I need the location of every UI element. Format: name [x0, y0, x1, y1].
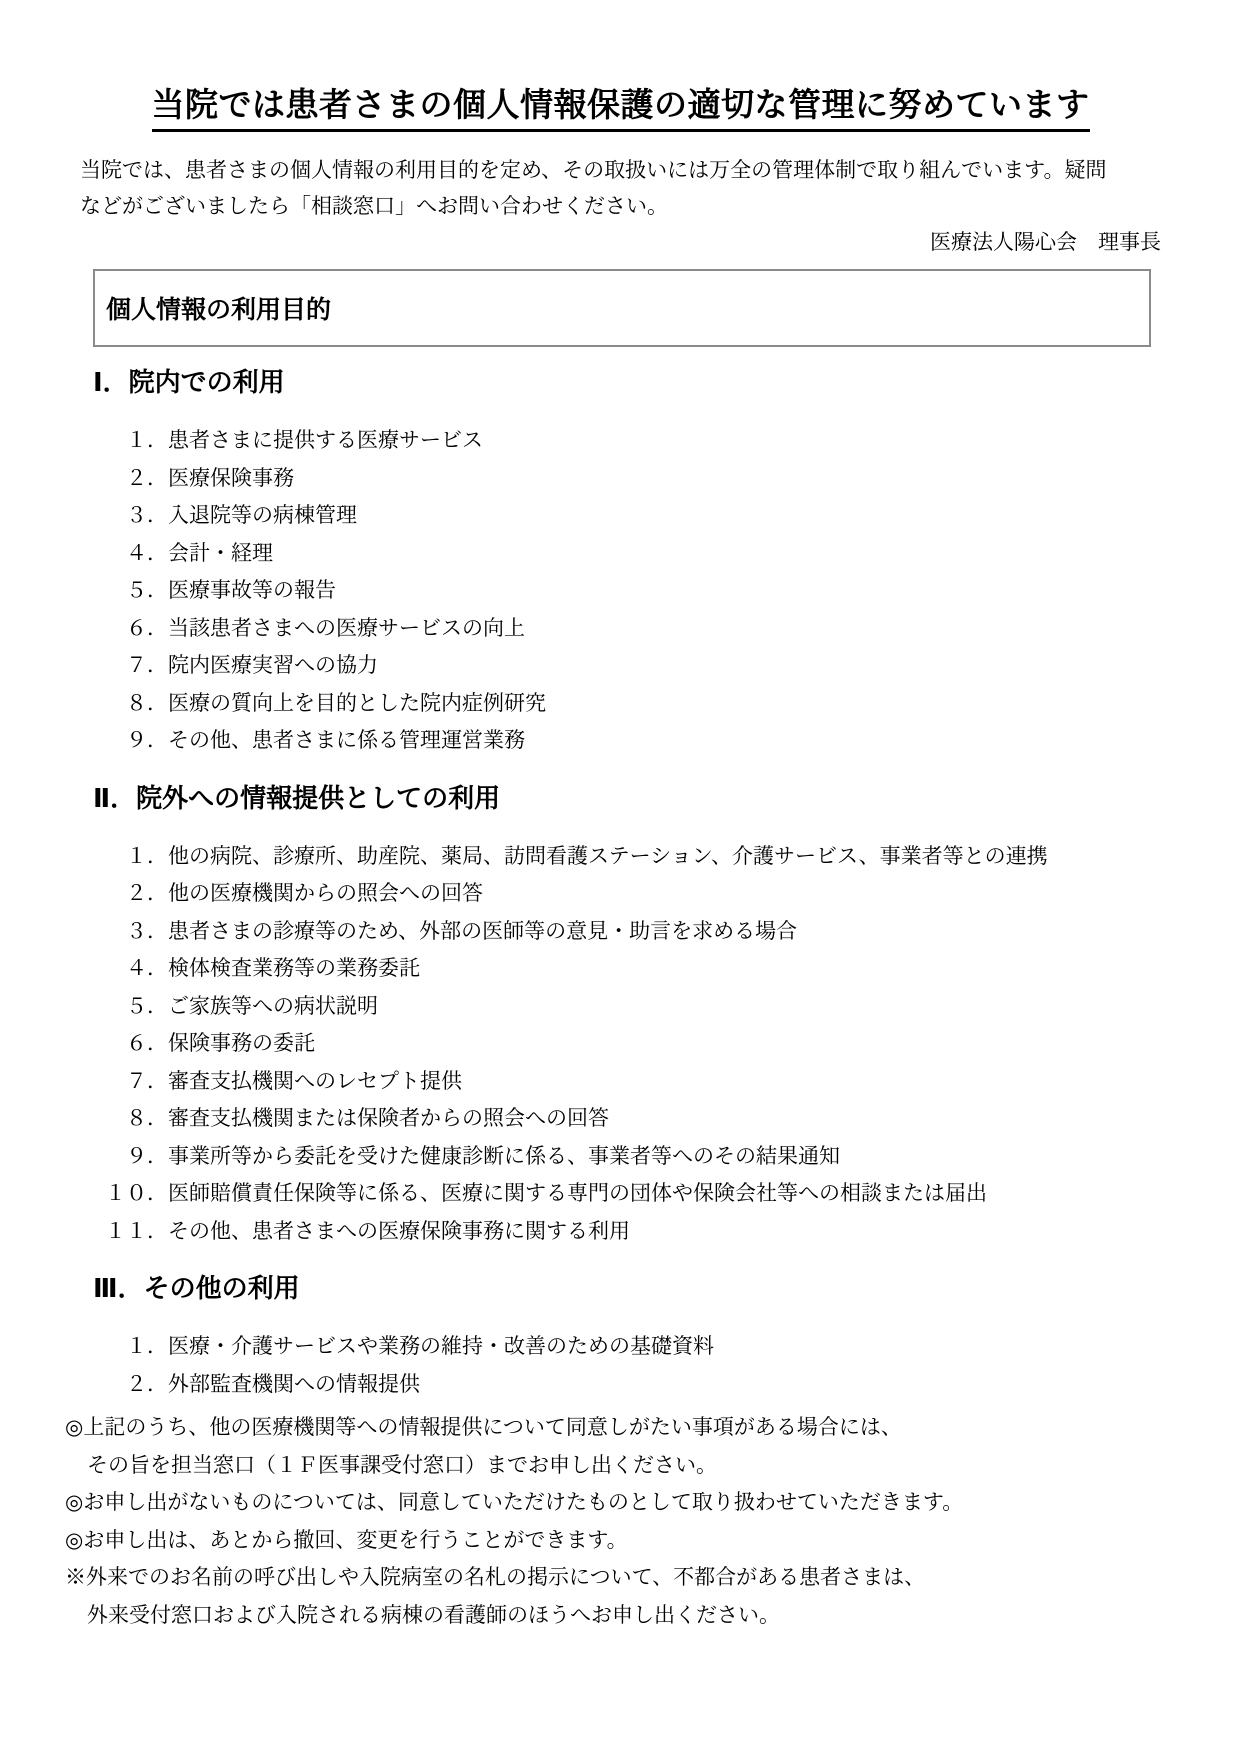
intro-paragraph — [80, 152, 1161, 224]
note-line: ※外来でのお名前の呼び出しや入院病室の名札の掲示について、不都合がある患者さまは、 — [65, 1565, 926, 1590]
item-number: １０． — [105, 1181, 168, 1206]
item-text: 医師賠償責任保険等に係る、医療に関する専門の団体や保険会社等への相談または届出 — [168, 1181, 987, 1206]
item-number: ３． — [126, 503, 168, 528]
list-item — [80, 1138, 1161, 1176]
section-heading-2: Ⅱ．院外への情報提供としての利用 — [93, 783, 501, 814]
item-text: 検体検査業務等の業務委託 — [168, 956, 420, 981]
item-text: その他、患者さまへの医療保険事務に関する利用 — [168, 1218, 630, 1243]
note-line: 外来受付窓口および入院される病棟の看護師のほうへお申し出ください。 — [87, 1602, 780, 1627]
list-item — [80, 572, 1161, 610]
item-text: 院内医療実習への協力 — [168, 653, 378, 678]
item-number: ９． — [126, 1143, 168, 1168]
list-item — [80, 535, 1161, 573]
item-number: ５． — [126, 578, 168, 603]
item-number: ２． — [126, 1371, 168, 1396]
items-list-3 — [80, 1328, 1161, 1403]
list-item — [80, 1025, 1161, 1063]
note-line: ◎お申し出は、あとから撤回、変更を行うことができます。 — [65, 1527, 628, 1552]
item-text: 患者さまの診療等のため、外部の医師等の意見・助言を求める場合 — [168, 918, 798, 943]
item-number: ５． — [126, 993, 168, 1018]
item-number: ７． — [126, 1068, 168, 1093]
purpose-box — [93, 269, 1151, 347]
list-item — [80, 950, 1161, 988]
list-item — [80, 610, 1161, 648]
list-item — [80, 1100, 1161, 1138]
item-text: 医療事故等の報告 — [168, 578, 336, 603]
list-item — [80, 685, 1161, 723]
item-number: ２． — [126, 881, 168, 906]
section-heading-3: Ⅲ．その他の利用 — [93, 1274, 300, 1305]
item-text: 他の病院、診療所、助産院、薬局、訪問看護ステーション、介護サービス、事業者等との連携 — [168, 843, 1048, 868]
list-item — [80, 497, 1161, 535]
list-item — [80, 1328, 1161, 1366]
item-text: 外部監査機関への情報提供 — [168, 1371, 420, 1396]
section-heading-1: Ⅰ．院内での利用 — [93, 368, 285, 399]
item-text: 会計・経理 — [168, 540, 273, 565]
list-item — [80, 913, 1161, 951]
item-text: 審査支払機関へのレセプト提供 — [168, 1068, 462, 1093]
item-text: 医療・介護サービスや業務の維持・改善のための基礎資料 — [168, 1334, 714, 1359]
items-list-1 — [80, 422, 1161, 760]
item-number: ６． — [126, 1031, 168, 1056]
list-item — [80, 460, 1161, 498]
note-line: その旨を担当窓口（１Ｆ医事課受付窓口）までお申し出ください。 — [87, 1452, 717, 1477]
list-item — [80, 1063, 1161, 1101]
list-item — [80, 1366, 1161, 1404]
intro-line-2: などがございましたら「相談窓口」へお問い合わせください。 — [80, 194, 668, 219]
item-number: ８． — [126, 690, 168, 715]
item-text: 事業所等から委託を受けた健康診断に係る、事業者等へのその結果通知 — [168, 1143, 840, 1168]
item-number: ６． — [126, 615, 168, 640]
list-item — [80, 988, 1161, 1026]
item-number: ４． — [126, 956, 168, 981]
list-item — [80, 1213, 1161, 1251]
section-in-hospital-use — [80, 366, 1161, 760]
item-text: 医療の質向上を目的とした院内症例研究 — [168, 690, 546, 715]
list-item — [80, 422, 1161, 460]
item-number: ９． — [126, 728, 168, 753]
item-number: ７． — [126, 653, 168, 678]
item-text: ご家族等への病状説明 — [168, 993, 378, 1018]
item-text: 審査支払機関または保険者からの照会への回答 — [168, 1106, 609, 1131]
item-text: 医療保険事務 — [168, 465, 294, 490]
item-number: １． — [126, 1334, 168, 1359]
title-row — [80, 84, 1161, 132]
item-number: １１． — [105, 1218, 168, 1243]
attribution: 医療法人陽心会 理事長 — [930, 230, 1161, 255]
intro-line-1: 当院では、患者さまの個人情報の利用目的を定め、その取扱いには万全の管理体制で取り組んでいます。疑問 — [80, 158, 1107, 183]
list-item — [80, 838, 1161, 876]
note-line: ◎お申し出がないものについては、同意していただけたものとして取り扱わせていただきます。 — [65, 1490, 964, 1515]
list-item — [80, 722, 1161, 760]
item-text: その他、患者さまに係る管理運営業務 — [168, 728, 525, 753]
item-text: 他の医療機関からの照会への回答 — [168, 881, 483, 906]
section-other-use — [80, 1272, 1161, 1403]
purpose-box-heading: 個人情報の利用目的 — [106, 295, 332, 325]
items-list-2 — [80, 838, 1161, 1251]
list-item — [80, 647, 1161, 685]
list-item — [80, 875, 1161, 913]
item-text: 患者さまに提供する医療サービス — [168, 428, 483, 453]
item-text: 当該患者さまへの医療サービスの向上 — [168, 615, 525, 640]
note-line: ◎上記のうち、他の医療機関等への情報提供について同意しがたい事項がある場合には、 — [65, 1415, 902, 1440]
item-text: 入退院等の病棟管理 — [168, 503, 357, 528]
item-number: ８． — [126, 1106, 168, 1131]
item-number: １． — [126, 428, 168, 453]
page-title: 当院では患者さまの個人情報保護の適切な管理に努めています — [152, 84, 1090, 132]
item-number: １． — [126, 843, 168, 868]
item-text: 保険事務の委託 — [168, 1031, 315, 1056]
section-external-provision — [80, 782, 1161, 1251]
notes — [65, 1409, 1161, 1634]
item-number: ２． — [126, 465, 168, 490]
item-number: ４． — [126, 540, 168, 565]
list-item — [80, 1175, 1161, 1213]
item-number: ３． — [126, 918, 168, 943]
